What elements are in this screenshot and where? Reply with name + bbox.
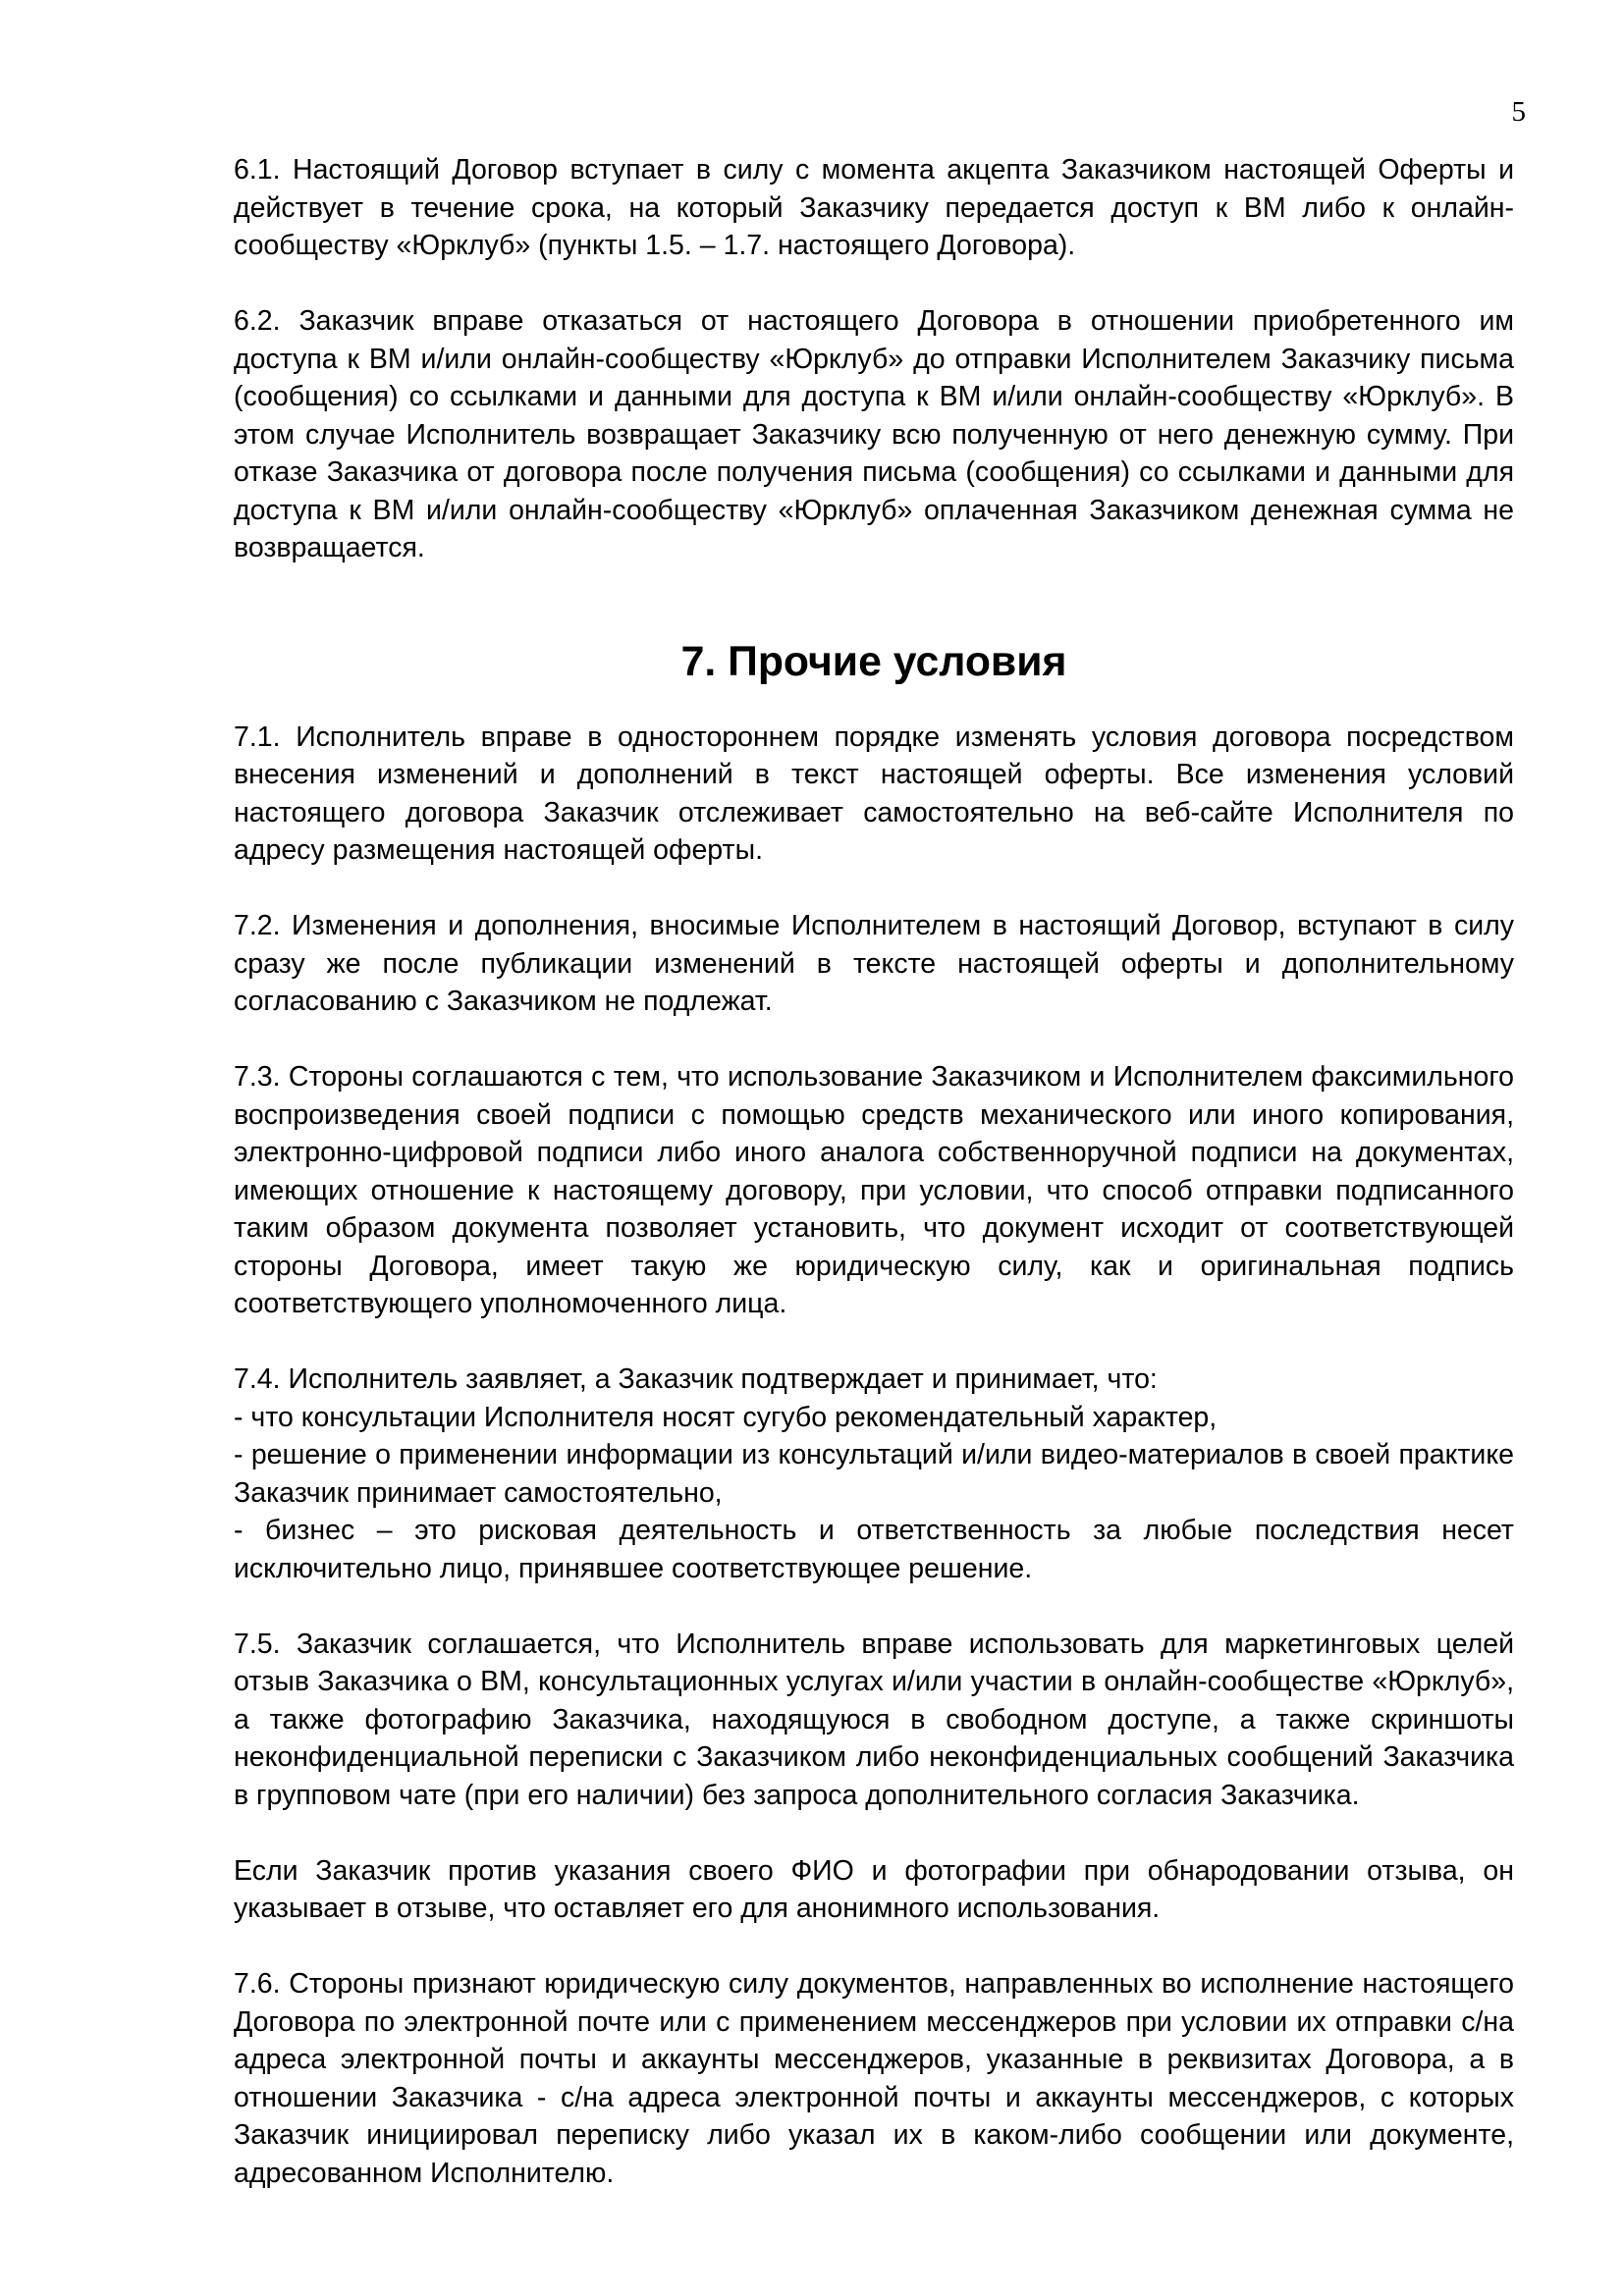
clause-7-5-note: Если Заказчик против указания своего ФИО и фотографии при обнародовании отзыва, он указывает в отзыве, что оставляет его для анонимного использования. bbox=[234, 1854, 1514, 1924]
list-item: - бизнес – это рисковая деятельность и ответственность за любые последствия несет исключительно лицо, принявшее соответствующее решение. bbox=[234, 1515, 1514, 1584]
document-body bbox=[234, 151, 1514, 2192]
clause-6-1: 6.1. Настоящий Договор вступает в силу с момента акцепта Заказчиком настоящей Оферты и действует в течение срока, на который Заказчику передается доступ к ВМ либо к онлайн-сообществу «Юрклуб» (пункты 1.5. – 1.7. настоящего Договора). bbox=[234, 154, 1514, 261]
clause-7-3: 7.3. Стороны соглашаются с тем, что использование Заказчиком и Исполнителем факсимильного воспроизведения своей подписи с помощью средств механического или иного копирования, электронно-цифровой подписи либо иного аналога собственноручной подписи на документах, имеющих отношение к настоящему договору, при условии, что способ отправки подписанного таким образом документа позволяет установить, что документ исходит от соответствующей стороны Договора, имеет такую же юридическую силу, как и оригинальная подпись соответствующего уполномоченного лица. bbox=[234, 1061, 1514, 1319]
list-item: - решение о применении информации из консультаций и/или видео-материалов в своей практике Заказчик принимает самостоятельно, bbox=[234, 1439, 1514, 1509]
page-number: 5 bbox=[1511, 96, 1526, 128]
clause-7-1: 7.1. Исполнитель вправе в одностороннем порядке изменять условия договора посредством внесения изменений и дополнений в текст настоящей оферты. Все изменения условий настоящего договора Заказчик отслеживает самостоятельно на веб-сайте Исполнителя по адресу размещения настоящей оферты. bbox=[234, 721, 1514, 866]
clause-7-4-intro: 7.4. Исполнитель заявляет, а Заказчик подтверждает и принимает, что: bbox=[234, 1363, 1158, 1395]
clause-6-2: 6.2. Заказчик вправе отказаться от настоящего Договора в отношении приобретенного им доступа к ВМ и/или онлайн-сообществу «Юрклуб» до отправки Исполнителем Заказчику письма (сообщения) со ссылками и данными для доступа к ВМ и/или онлайн-сообществу «Юрклуб». В этом случае Исполнитель возвращает Заказчику всю полученную от него денежную сумму. При отказе Заказчика от договора после получения письма (сообщения) со ссылками и данными для доступа к ВМ и/или онлайн-сообществу «Юрклуб» оплаченная Заказчиком денежная сумма не возвращается. bbox=[234, 305, 1514, 563]
clause-7-5: 7.5. Заказчик соглашается, что Исполнитель вправе использовать для маркетинговых целей отзыв Заказчика о ВМ, консультационных услугах и/или участии в онлайн-сообществе «Юрклуб», а также фотографию Заказчика, находящуюся в свободном доступе, а также скриншоты неконфиденциальной переписки с Заказчиком либо неконфиденциальных сообщений Заказчика в групповом чате (при его наличии) без запроса дополнительного согласия Заказчика. bbox=[234, 1628, 1514, 1811]
clause-7-2: 7.2. Изменения и дополнения, вносимые Исполнителем в настоящий Договор, вступают в силу сразу же после публикации изменений в тексте настоящей оферты и дополнительному согласованию с Заказчиком не подлежат. bbox=[234, 910, 1514, 1017]
section-7-heading: 7. Прочие условия bbox=[680, 637, 1067, 685]
clause-7-4 bbox=[234, 1361, 1514, 1587]
list-item: - что консультации Исполнителя носят сугубо рекомендательный характер, bbox=[234, 1401, 1218, 1433]
clause-7-6: 7.6. Стороны признают юридическую силу документов, направленных во исполнение настоящего Договора по электронной почте или с применением мессенджеров при условии их отправки с/на адреса электронной почты и аккаунты мессенджеров, указанные в реквизитах Договора, а в отношении Заказчика - с/на адреса электронной почты и аккаунты мессенджеров, с которых Заказчик инициировал переписку либо указал их в каком-либо сообщении или документе, адресованном Исполнителю. bbox=[234, 1968, 1514, 2189]
